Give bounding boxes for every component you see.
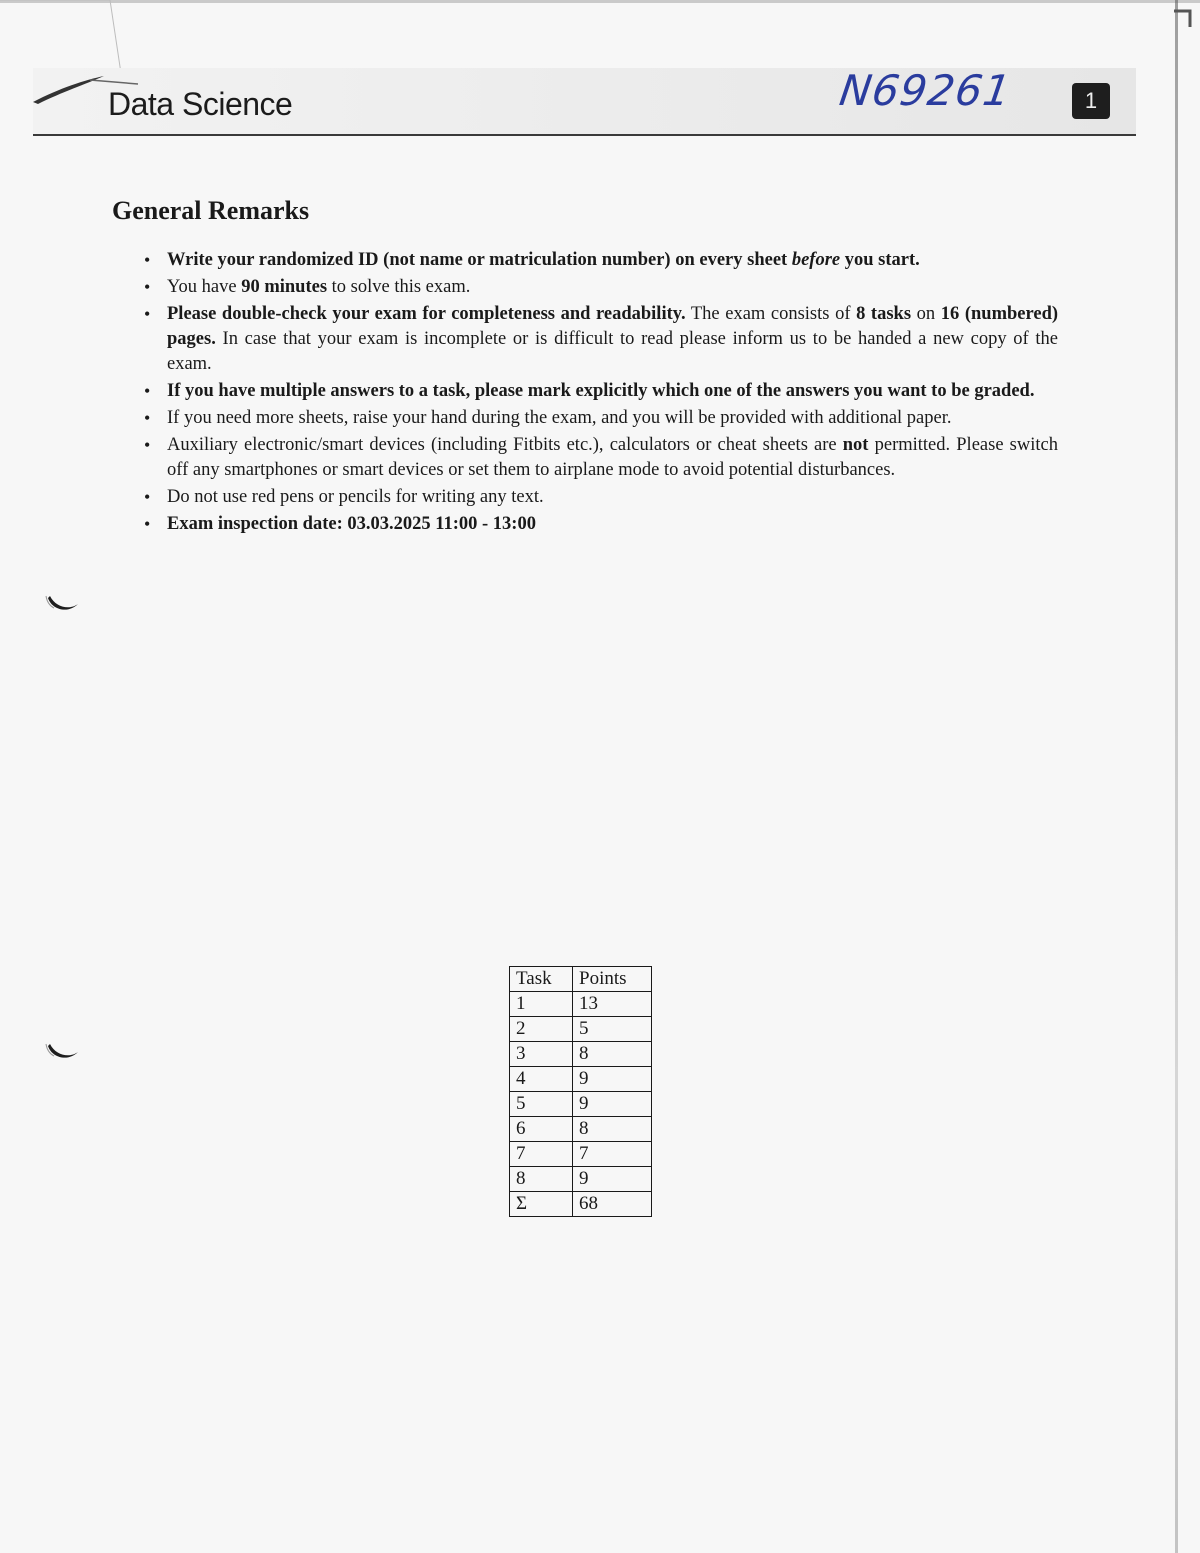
- table-row: [510, 1092, 652, 1117]
- cell-points: 68: [573, 1192, 652, 1217]
- bullet-icon: •: [144, 408, 151, 428]
- remark-text: [167, 248, 1058, 273]
- remark-text: [167, 433, 1058, 483]
- handwritten-student-id: N69261: [836, 66, 1015, 115]
- table-row: [510, 992, 652, 1017]
- remark-text: [167, 379, 1058, 404]
- cell-task: 4: [510, 1067, 573, 1092]
- table-row: [510, 1042, 652, 1067]
- bullet-icon: •: [144, 277, 151, 297]
- remark-text: [167, 485, 1058, 510]
- scan-edge-right: [1175, 0, 1178, 1553]
- section-heading: General Remarks: [112, 196, 310, 225]
- remark-segment: 90 minutes: [241, 277, 328, 297]
- cell-points: 7: [573, 1142, 652, 1167]
- cell-task: 5: [510, 1092, 573, 1117]
- table-row: [510, 1017, 652, 1042]
- remark-segment: you start.: [840, 250, 920, 270]
- remark-text: [167, 302, 1058, 377]
- remark-segment: Auxiliary electronic/smart devices (including Fitbits etc.), calculators or cheat sheets are: [167, 435, 843, 455]
- remark-segment: In case that your exam is incomplete or is difficult to read please inform us to be handed a new copy of the exam.: [167, 329, 1058, 374]
- cell-points: 5: [573, 1017, 652, 1042]
- cell-points: 13: [573, 992, 652, 1017]
- table-row: [510, 1142, 652, 1167]
- remark-item: [140, 248, 1058, 273]
- remark-item: [140, 512, 1058, 537]
- remark-item: [140, 406, 1058, 431]
- scan-edge-top: [0, 0, 1200, 3]
- remark-segment: You have: [167, 277, 242, 297]
- remark-segment: on: [911, 304, 941, 324]
- cell-task: 7: [510, 1142, 573, 1167]
- remark-item: [140, 485, 1058, 510]
- table-row: [510, 1117, 652, 1142]
- course-title: Data Science: [108, 86, 293, 122]
- remark-segment: Exam inspection date:: [167, 514, 343, 534]
- cell-task: Σ: [510, 1192, 573, 1217]
- score-table-header-row: [510, 967, 652, 992]
- bullet-icon: •: [144, 381, 151, 401]
- remark-text: [167, 275, 1058, 300]
- remark-segment: permitted. Please switch off any smartphones or smart devices or set them to airplane mode to avoid potential disturbances.: [167, 435, 1058, 480]
- page-number-badge: 1: [1072, 83, 1110, 119]
- remark-segment: before: [791, 250, 841, 270]
- table-row: [510, 1067, 652, 1092]
- remark-segment: If you need more sheets, raise your hand during the exam, and you will be provided with additional paper.: [167, 408, 952, 428]
- remark-segment: Write your randomized ID (not name or matriculation number) on every sheet: [167, 250, 792, 270]
- punch-hole-upper: [42, 584, 82, 624]
- cell-task: 3: [510, 1042, 573, 1067]
- column-header-task: Task: [510, 967, 573, 992]
- remark-item: [140, 275, 1058, 300]
- bullet-icon: •: [144, 487, 151, 507]
- remarks-list: [140, 248, 1058, 539]
- cell-points: 8: [573, 1117, 652, 1142]
- remark-item: [140, 379, 1058, 404]
- cell-task: 8: [510, 1167, 573, 1192]
- cell-task: 1: [510, 992, 573, 1017]
- bullet-icon: •: [144, 250, 151, 270]
- remark-segment: If you have multiple answers to a task, please mark explicitly which one of the answers you want to be graded.: [167, 381, 1035, 401]
- remark-segment: 03.03.2025 11:00 - 13:00: [342, 514, 536, 534]
- score-table-body: [510, 992, 652, 1217]
- cell-task: 6: [510, 1117, 573, 1142]
- cell-points: 9: [573, 1067, 652, 1092]
- corner-staple-mark: [1172, 8, 1192, 28]
- remark-item: [140, 433, 1058, 483]
- header-divider: [33, 134, 1136, 136]
- remark-segment: The exam consists of: [685, 304, 857, 324]
- column-header-points: Points: [573, 967, 652, 992]
- remark-item: [140, 302, 1058, 377]
- punch-hole-lower: [42, 1032, 82, 1072]
- bullet-icon: •: [144, 435, 151, 455]
- remark-text: [167, 406, 1058, 431]
- bullet-icon: •: [144, 304, 151, 324]
- cell-points: 8: [573, 1042, 652, 1067]
- remark-segment: Please double-check your exam for completeness and readability.: [167, 304, 686, 324]
- cell-points: 9: [573, 1092, 652, 1117]
- remark-segment: Do not use red pens or pencils for writing any text.: [167, 487, 544, 507]
- remark-segment: 8 tasks: [856, 304, 912, 324]
- table-row: [510, 1192, 652, 1217]
- remark-text: [167, 512, 1058, 537]
- bullet-icon: •: [144, 514, 151, 534]
- remark-segment: to solve this exam.: [327, 277, 471, 297]
- cell-points: 9: [573, 1167, 652, 1192]
- table-row: [510, 1167, 652, 1192]
- remark-segment: 16 (numbered) pages.: [167, 304, 1059, 349]
- cell-task: 2: [510, 1017, 573, 1042]
- score-table: [509, 966, 652, 1217]
- remark-segment: not: [842, 435, 869, 455]
